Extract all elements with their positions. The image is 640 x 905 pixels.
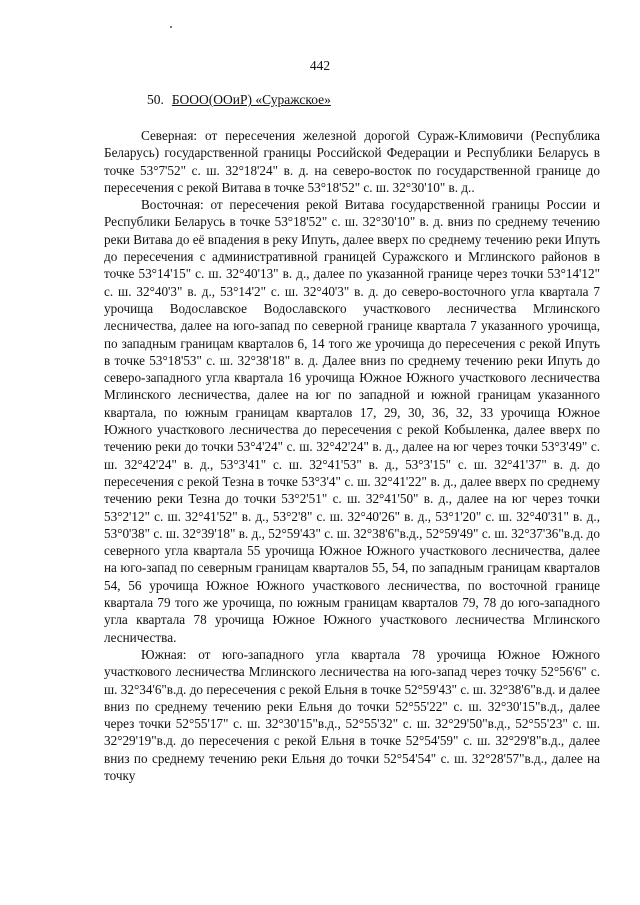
section-title: БООО(ООиР) «Суражское» (171, 92, 331, 107)
section-number: 50. (147, 92, 164, 107)
document-body (104, 127, 600, 784)
paragraph-east-boundary: Восточная: от пересечения рекой Витава государственной границы России и Республики Беларусь в точке 53°18'52" с. ш. 32°30'10" в. д. вниз по среднему течению реки Витава до её впадения в реку Ипуть, далее вверх по среднему течению реки Ипуть до пересечения с административной границей Суражского и Мглинского районов в точке 53°14'15" с. ш. 32°40'13" в. д., далее по указанной границе через точки 53°14'12" с. ш. 32°40'3" в. д., 53°14'2" с. ш. 32°40'3" в. д. до северо-восточного угла квартала 7 урочища Водославское Водославского участкового лесничества Мглинского лесничества, далее на юго-запад по северной границе квартала 7 указанного урочища, по западным границам кварталов 6, 14 того же урочища до пересечения с рекой Ипуть в точке 53°18'53" с. ш. 32°38'18" в. д. Далее вниз по среднему течению реки Ипуть до северо-западного угла квартала 16 урочища Южное Южного участкового лесничества Мглинского лесничества, далее на юг по западной и южной границам указанного квартала, по южным границам кварталов 17, 29, 30, 36, 32, 33 урочища Южное Южного участкового лесничества до пересечения с рекой Кобыленка, далее вверх по течению реки до точки 53°4'24" с. ш. 32°42'24" в. д., далее на юг через точки 53°3'49" с. ш. 32°42'24" в. д., 53°3'41" с. ш. 32°41'53" в. д., 53°3'15" с. ш. 32°41'37" в. д. до пересечения с рекой Тезна в точке 53°3'4" с. ш. 32°41'22" в. д., далее вверх по среднему течению реки Тезна до точки 53°2'51" с. ш. 32°41'50" в. д., далее на юг через точки 53°2'12" с. ш. 32°41'52" в. д., 53°2'8" с. ш. 32°40'26" в. д., 53°1'20" с. ш. 32°40'31" в. д., 53°0'38" с. ш. 32°39'18" в. д., 52°59'43" с. ш. 32°38'6"в.д., 52°59'49" с. ш. 32°37'36"в.д. до северного угла квартала 55 урочища Южное Южного участкового лесничества, далее на юго-запад по северным границам кварталов 55, 54, по западным границам кварталов 54, 56 урочища Южное Южного участкового лесничества, по восточной границе квартала 79 того же урочища, по южным границам кварталов 79, 78 до юго-западного угла квартала 78 урочища Южное Южного участкового лесничества Мглинского лесничества. (104, 197, 600, 645)
section-heading (147, 92, 331, 108)
paragraph-north-boundary: Северная: от пересечения железной дорогой Сураж-Климовичи (Республика Беларусь) государственной границы Российской Федерации и Республики Беларусь в точке 53°7'52" с. ш. 32°18'24" в. д. на северо-восток по государственной границе до пересечения с рекой Витава в точке 53°18'52" с. ш. 32°30'10" в. д.. (104, 128, 600, 195)
paragraph-south-boundary: Южная: от юго-западного угла квартала 78 урочища Южное Южного участкового лесничества Мглинского лесничества на юго-запад через точку 52°56'6" с. ш. 32°34'6"в.д. до пересечения с рекой Ельня в точке 52°59'43" с. ш. 32°38'6"в.д. и далее вниз по среднему течению реки Ельня до точки 52°55'22" с. ш. 32°30'15"в.д., далее через точки 52°55'17" с. ш. 32°30'15"в.д., 52°55'32" с. ш. 32°29'50"в.д., 52°55'23" с. ш. 32°29'19"в.д. до пересечения с рекой Ельня в точке 52°54'59" с. ш. 32°29'8"в.д., далее вниз по среднему течению реки Ельня до точки 52°54'54" с. ш. 32°28'57"в.д., далее на точку (104, 646, 600, 783)
scan-speck (170, 26, 172, 28)
page-number: 442 (309, 58, 331, 73)
